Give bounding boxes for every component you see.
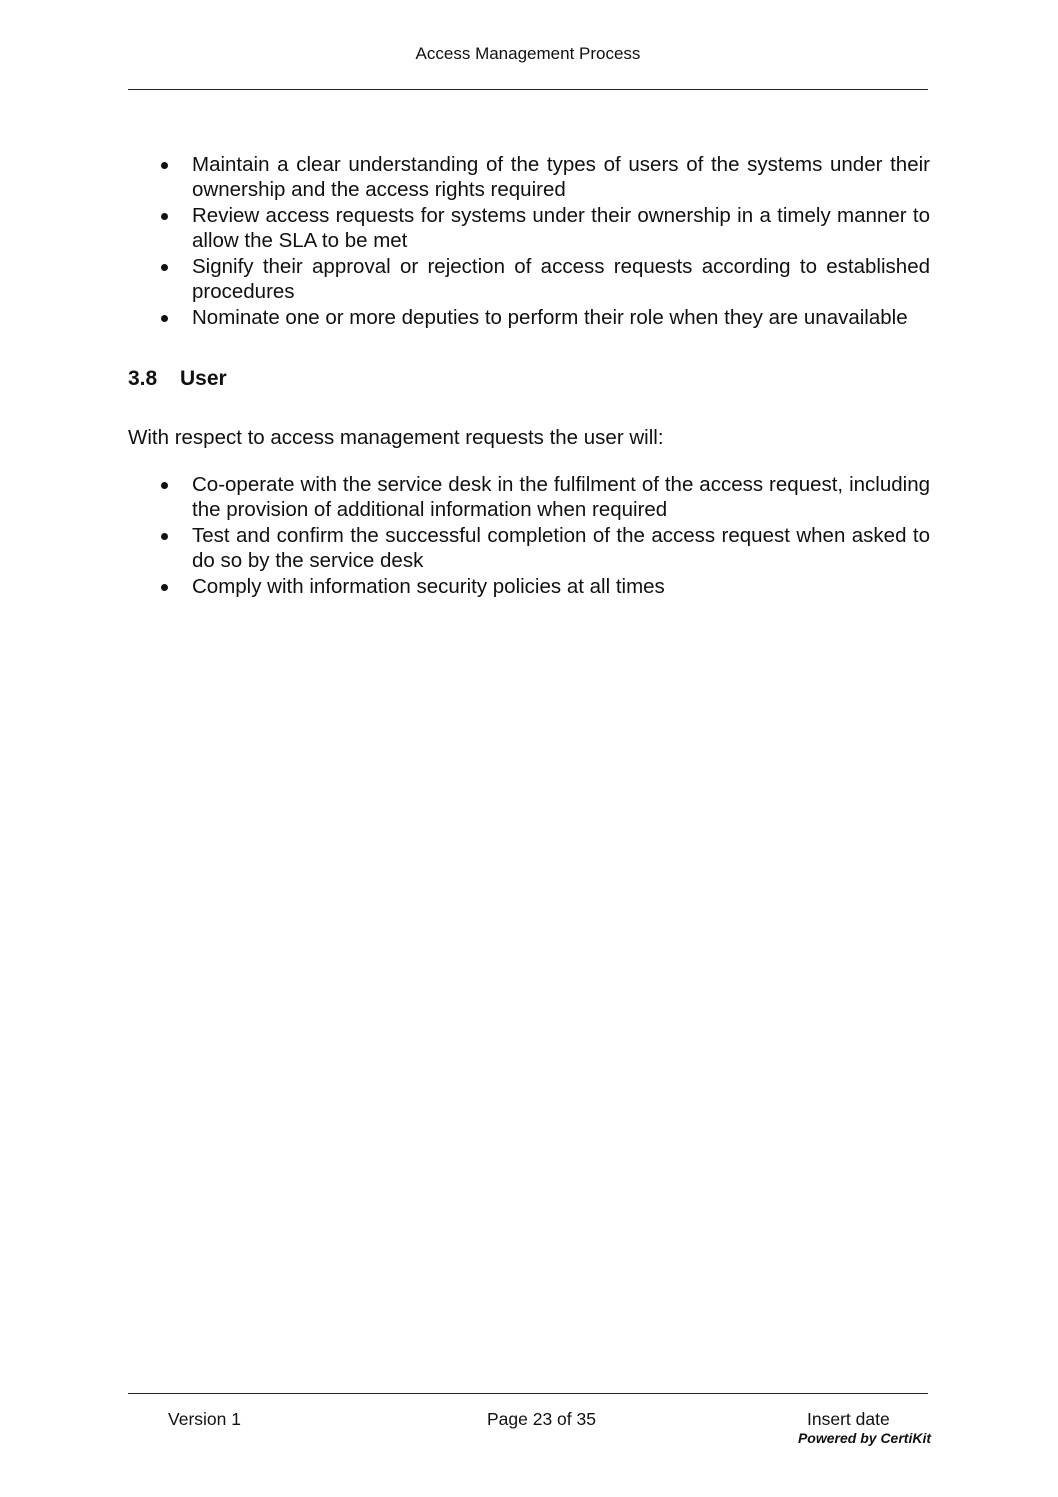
section-number: 3.8: [128, 367, 158, 390]
header-divider: [128, 89, 928, 90]
list-item: Test and confirm the successful completion of the access request when asked to do so by the service desk: [128, 523, 930, 573]
bullet-icon: [161, 264, 168, 271]
bullet-icon: [161, 162, 168, 169]
bullet-icon: [161, 315, 168, 322]
user-responsibilities-list: [128, 472, 930, 599]
footer-page-number: Page 23 of 35: [487, 1409, 596, 1429]
owner-responsibilities-list: [128, 152, 930, 330]
document-body: [128, 152, 930, 600]
bullet-icon: [161, 482, 168, 489]
footer-version: Version 1: [168, 1409, 241, 1429]
list-item: Nominate one or more deputies to perform their role when they are unavailable: [128, 305, 930, 330]
list-item: Signify their approval or rejection of access requests according to established procedures: [128, 254, 930, 304]
footer-powered-by: Powered by CertiKit: [797, 1430, 931, 1446]
footer-divider: [128, 1393, 928, 1394]
section-intro: With respect to access management requests the user will:: [128, 426, 664, 449]
bullet-icon: [161, 213, 168, 220]
list-item: Co-operate with the service desk in the fulfilment of the access request, including the provision of additional information when required: [128, 472, 930, 522]
list-item: Review access requests for systems under their ownership in a timely manner to allow the SLA to be met: [128, 203, 930, 253]
footer-date: Insert date: [807, 1409, 890, 1429]
page-header-title: Access Management Process: [415, 44, 641, 63]
section-heading: [128, 366, 930, 392]
bullet-icon: [161, 584, 168, 591]
bullet-icon: [161, 533, 168, 540]
list-item: Maintain a clear understanding of the types of users of the systems under their ownership and the access rights required: [128, 152, 930, 202]
section-title: User: [180, 367, 227, 390]
list-item: Comply with information security policies at all times: [128, 574, 930, 599]
